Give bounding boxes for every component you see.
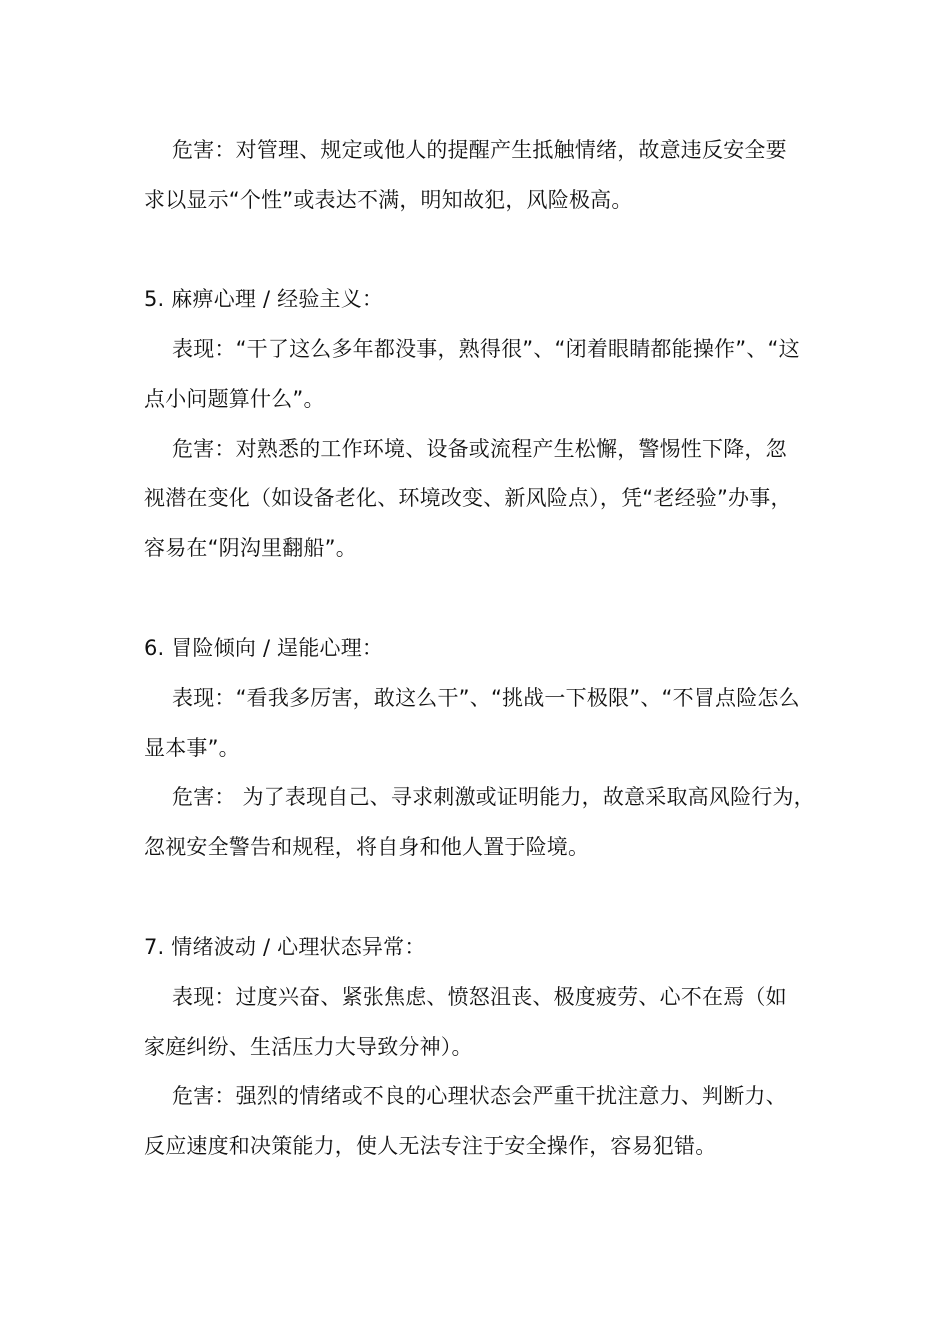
section-6-heading: 6. 冒险倾向 / 逞能心理： (144, 636, 384, 660)
manifestation-5-line-2: 点小问题算什么”。 (144, 387, 325, 411)
manifestation-7-line-1: 表现：过度兴奋、紧张焦虑、愤怒沮丧、极度疲劳、心不在焉（如 (172, 985, 787, 1009)
manifestation-6-line-2: 显本事”。 (144, 736, 240, 760)
section-7-heading: 7. 情绪波动 / 心理状态异常： (144, 935, 426, 959)
manifestation-5-line-1: 表现：“干了这么多年都没事，熟得很”、“闭着眼睛都能操作”、“这 (172, 337, 800, 361)
harm-5-line-2: 视潜在变化（如设备老化、环境改变、新风险点），凭“老经验”办事， (144, 486, 792, 510)
harm-6-line-1: 危害： 为了表现自己、寻求刺激或证明能力，故意采取高风险行为， (172, 785, 815, 809)
section-5-heading: 5. 麻痹心理 / 经验主义： (144, 287, 384, 311)
harm-5-line-1: 危害：对熟悉的工作环境、设备或流程产生松懈，警惕性下降，忽 (172, 437, 787, 461)
harm-4-line-1: 危害：对管理、规定或他人的提醒产生抵触情绪，故意违反安全要 (172, 138, 787, 162)
manifestation-6-line-1: 表现：“看我多厉害，敢这么干”、“挑战一下极限”、“不冒点险怎么 (172, 686, 800, 710)
harm-4-line-2: 求以显示“个性”或表达不满，明知故犯，风险极高。 (144, 188, 633, 212)
harm-6-line-2: 忽视安全警告和规程，将自身和他人置于险境。 (144, 835, 590, 859)
manifestation-7-line-2: 家庭纠纷、生活压力大导致分神）。 (144, 1035, 473, 1059)
harm-7-line-1: 危害：强烈的情绪或不良的心理状态会严重干扰注意力、判断力、 (172, 1084, 787, 1108)
harm-5-line-3: 容易在“阴沟里翻船”。 (144, 536, 357, 560)
harm-7-line-2: 反应速度和决策能力，使人无法专注于安全操作，容易犯错。 (144, 1134, 717, 1158)
